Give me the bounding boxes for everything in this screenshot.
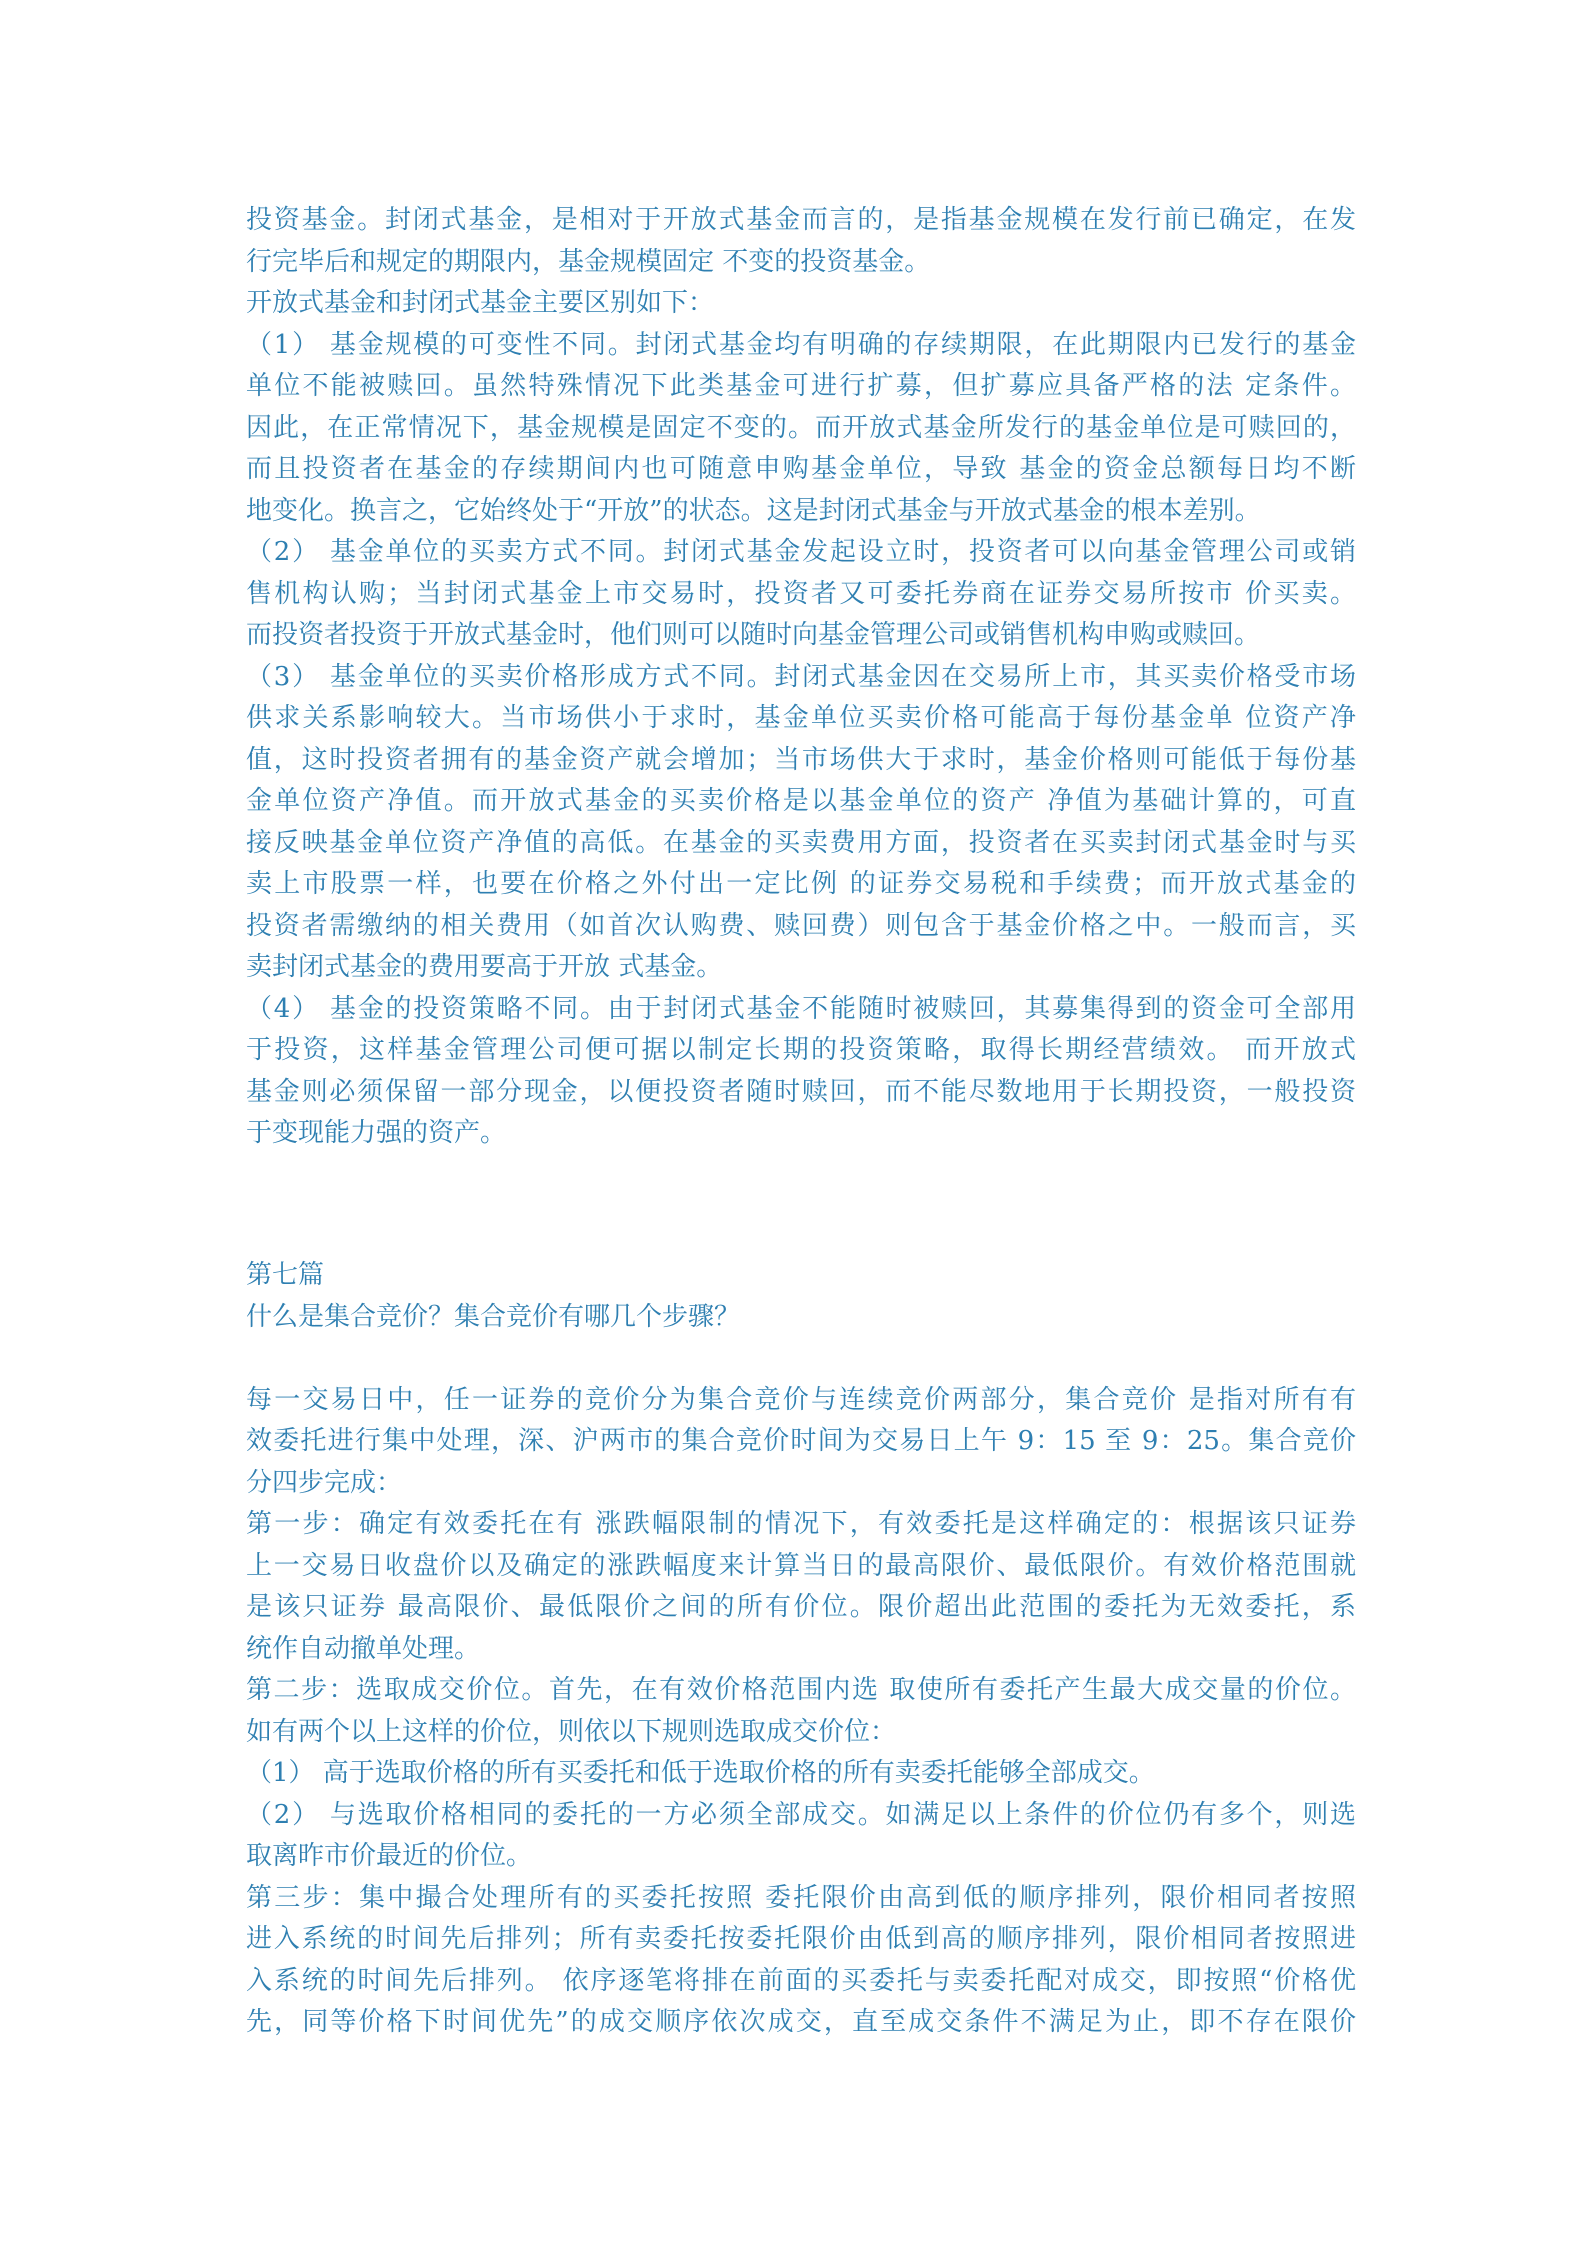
paragraph-line: 单位不能被赎回。虽然特殊情况下此类基金可进行扩募，但扩募应具备严格的法 定条件。: [246, 371, 1356, 401]
paragraph-line: 分四步完成：: [246, 1467, 403, 1498]
paragraph-line: 卖上市股票一样，也要在价格之外付出一定比例 的证券交易税和手续费；而开放式基金的: [246, 869, 1356, 899]
paragraph-line: 第二步：选取成交价位。首先，在有效价格范围内选 取使所有委托产生最大成交量的价位。: [246, 1675, 1356, 1705]
paragraph-line: 上一交易日收盘价以及确定的涨跌幅度来计算当日的最高限价、最低限价。有效价格范围就: [246, 1550, 1356, 1581]
paragraph-line: （3） 基金单位的买卖价格形成方式不同。封闭式基金因在交易所上市，其买卖价格受市场: [246, 661, 1356, 692]
paragraph-line: 金单位资产净值。而开放式基金的买卖价格是以基金单位的资产 净值为基础计算的，可直: [246, 786, 1356, 816]
paragraph-line: 因此，在正常情况下，基金规模是固定不变的。而开放式基金所发行的基金单位是可赎回的，: [246, 412, 1356, 443]
paragraph-line: 于投资，这样基金管理公司便可据以制定长期的投资策略，取得长期经营绩效。 而开放式: [246, 1035, 1356, 1065]
paragraph-line: 效委托进行集中处理，深、沪两市的集合竞价时间为交易日上午 9：15 至 9：25。集合竞价: [246, 1426, 1357, 1456]
paragraph-line: 取离昨市价最近的价位。: [246, 1841, 533, 1871]
section-question: 什么是集合竞价？集合竞价有哪几个步骤？: [246, 1301, 741, 1332]
paragraph-line: 第一步：确定有效委托在有 涨跌幅限制的情况下，有效委托是这样确定的：根据该只证券: [246, 1509, 1356, 1539]
paragraph-line: 入系统的时间先后排列。 依序逐笔将排在前面的买委托与卖委托配对成交，即按照“价格优: [246, 1965, 1356, 1996]
paragraph-line: 先，同等价格下时间优先”的成交顺序依次成交，直至成交条件不满足为止，即不存在限价: [246, 2007, 1356, 2037]
paragraph-line: 于变现能力强的资产。: [246, 1118, 507, 1148]
section-fund-differences: [246, 200, 1356, 1155]
paragraph-line: （2） 基金单位的买卖方式不同。封闭式基金发起设立时，投资者可以向基金管理公司或销: [246, 537, 1356, 567]
paragraph-line: 供求关系影响较大。当市场供小于求时，基金单位买卖价格可能高于每份基金单 位资产净: [246, 703, 1356, 733]
paragraph-line: （4） 基金的投资策略不同。由于封闭式基金不能随时被赎回，其募集得到的资金可全部用: [246, 993, 1356, 1024]
section-heading: 第七篇: [246, 1260, 325, 1290]
paragraph-line: 开放式基金和封闭式基金主要区别如下：: [246, 288, 715, 318]
section-call-auction: [246, 1255, 1356, 2044]
paragraph-line: （2） 与选取价格相同的委托的一方必须全部成交。如满足以上条件的价位仍有多个，则选: [246, 1799, 1356, 1830]
paragraph-line: 地变化。换言之，它始终处于“开放”的状态。这是封闭式基金与开放式基金的根本差别。: [246, 495, 1261, 526]
paragraph-line: 卖封闭式基金的费用要高于开放 式基金。: [246, 952, 723, 982]
paragraph-line: （1） 基金规模的可变性不同。封闭式基金均有明确的存续期限，在此期限内已发行的基金: [246, 329, 1356, 360]
paragraph-line: 第三步：集中撮合处理所有的买委托按照 委托限价由高到低的顺序排列，限价相同者按照: [246, 1882, 1356, 1913]
paragraph-line: 投资基金。封闭式基金，是相对于开放式基金而言的，是指基金规模在发行前已确定，在发: [246, 205, 1356, 235]
paragraph-line: 投资者需缴纳的相关费用（如首次认购费、赎回费）则包含于基金价格之中。一般而言，买: [246, 910, 1356, 941]
paragraph-line: 售机构认购；当封闭式基金上市交易时，投资者又可委托券商在证券交易所按市 价买卖。: [246, 578, 1356, 609]
paragraph-line: 是该只证券 最高限价、最低限价之间的所有价位。限价超出此范围的委托为无效委托，系: [246, 1592, 1356, 1622]
paragraph-line: 接反映基金单位资产净值的高低。在基金的买卖费用方面，投资者在买卖封闭式基金时与买: [246, 827, 1356, 858]
paragraph-line: （1） 高于选取价格的所有买委托和低于选取价格的所有卖委托能够全部成交。: [246, 1758, 1155, 1788]
paragraph-line: 如有两个以上这样的价位，则依以下规则选取成交价位：: [246, 1716, 897, 1747]
paragraph-line: 统作自动撤单处理。: [246, 1633, 481, 1664]
paragraph-line: 而投资者投资于开放式基金时，他们则可以随时向基金管理公司或销售机构申购或赎回。: [246, 620, 1261, 650]
blank-line: [246, 1338, 1356, 1380]
paragraph-line: 而且投资者在基金的存续期间内也可随意申购基金单位，导致 基金的资金总额每日均不断: [246, 454, 1356, 484]
paragraph-line: 进入系统的时间先后排列；所有卖委托按委托限价由低到高的顺序排列，限价相同者按照进: [246, 1924, 1356, 1954]
paragraph-line: 行完毕后和规定的期限内，基金规模固定 不变的投资基金。: [246, 246, 931, 277]
paragraph-line: 基金则必须保留一部分现金，以便投资者随时赎回，而不能尽数地用于长期投资，一般投资: [246, 1076, 1356, 1107]
paragraph-line: 每一交易日中，任一证券的竞价分为集合竞价与连续竞价两部分，集合竞价 是指对所有有: [246, 1384, 1356, 1415]
paragraph-line: 值，这时投资者拥有的基金资产就会增加；当市场供大于求时，基金价格则可能低于每份基: [246, 744, 1356, 775]
